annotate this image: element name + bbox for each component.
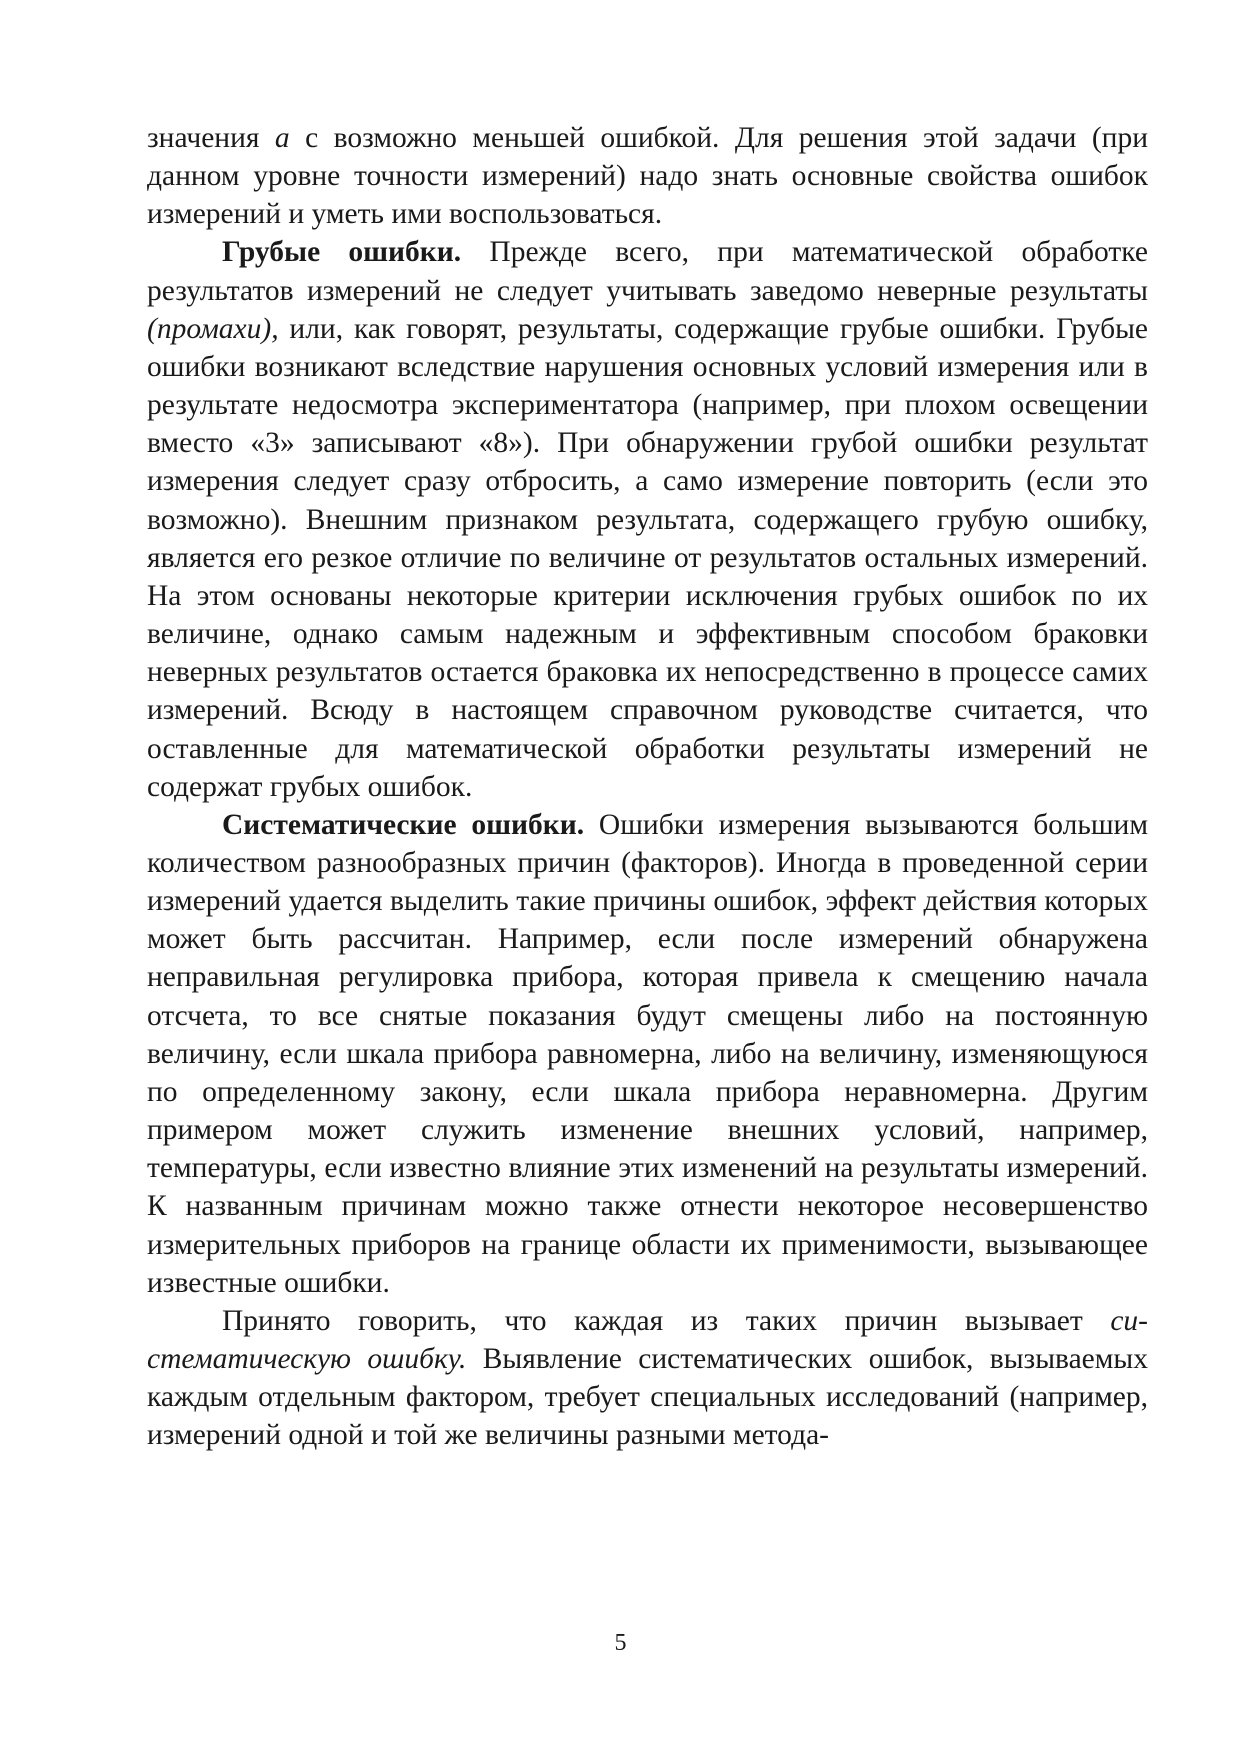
italic-term: систематическую ошибку.: [147, 1304, 1148, 1375]
text-run: значения: [147, 122, 275, 154]
text-run: Ошибки измерения вызываются большим количеством разнообразных причин (факторов). Иногда в проведенной серии измерений удается выделить такие причины ошибок, эффект действия которых может быть рассчитан. Например, если после измерений обнаружена неправильная регулировка прибора, которая привела к смещению начала отсчета, то все снятые показания будут смещены либо на постоянную величину, если шкала прибора равномерна, либо на величину, изменяющуюся по определенному закону, если шкала прибора неравномерна. Другим примером может служить изменение внешних условий, например, температуры, если известно влияние этих изменений на результаты измерений. К названным причинам можно также отнести некоторое несовершенство измерительных приборов на границе области их применимости, вызывающее известные ошибки.: [147, 808, 1149, 1299]
text-run: с возможно меньшей ошибкой. Для решения этой задачи (при данном уровне точности измерений) надо знать основные свойства ошибок измерений и уметь ими воспользоваться.: [147, 122, 1148, 231]
paragraph-gross-errors: [147, 233, 1148, 805]
section-heading-systematic-errors: Систематические ошибки.: [222, 808, 585, 841]
body-text: [147, 119, 1148, 1454]
text-run: Прежде всего, при математической обработке результатов измерений не следует учитывать заведомо неверные результаты: [147, 236, 1148, 307]
section-heading-gross-errors: Грубые ошибки.: [222, 236, 462, 269]
page-number: 5: [614, 1630, 627, 1656]
paragraph-systematic-definition: [147, 1302, 1148, 1455]
paragraph-systematic-errors: [147, 806, 1148, 1302]
text-run: Принято говорить, что каждая из таких причин вызывает: [222, 1304, 1111, 1337]
paragraph-intro: [147, 119, 1148, 233]
italic-variable: a: [274, 122, 290, 154]
text-run: или, как говорят, результаты, содержащие грубые ошибки. Грубые ошибки возникают вследствие нарушения основных условий измерения или в результате недосмотра экспериментатора (например, при плохом освещении вместо «3» записывают «8»). При обнаружении грубой ошибки результат измерения следует сразу отбросить, а само измерение повторить (если это возможно). Внешним признаком результата, содержащего грубую ошибку, является его резкое отличие по величине от результатов остальных измерений. На этом основаны некоторые критерии исключения грубых ошибок по их величине, однако самым надежным и эффективным способом браковки неверных результатов остается браковка их непосредственно в процессе самих измерений. Всюду в настоящем справочном руководстве считается, что оставленные для математической обработки результаты измерений не содержат грубых ошибок.: [147, 312, 1148, 803]
text-run: Выявление систематических ошибок, вызываемых каждым отдельным фактором, требует специальных исследований (например, измерений одной и той же величины разными метода-: [147, 1343, 1148, 1452]
italic-term: (промахи),: [147, 312, 279, 345]
